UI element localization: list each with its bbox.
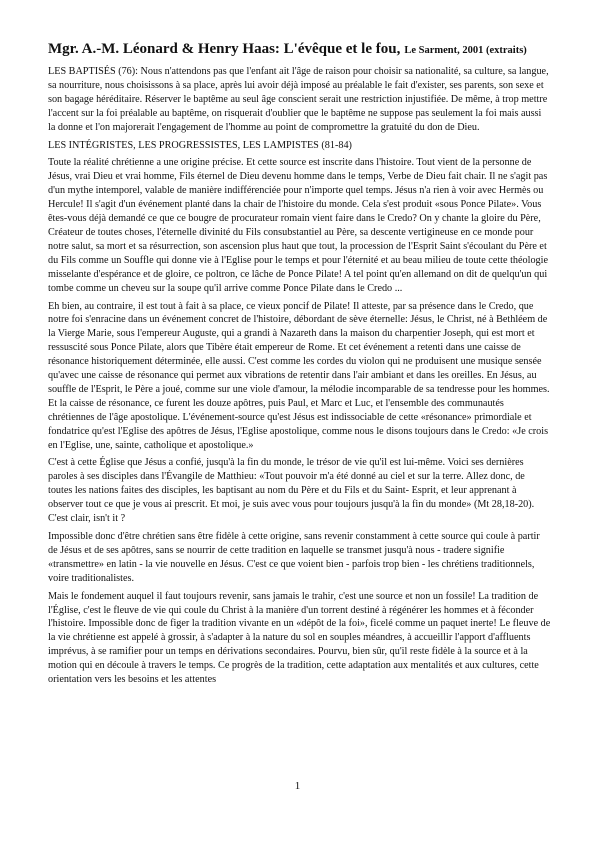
title-main: Mgr. A.-M. Léonard & Henry Haas: L'évêque et le fou, [48, 41, 401, 57]
page-number: 1 [294, 780, 301, 792]
paragraph: Impossible donc d'être chrétien sans être fidèle à cette origine, sans revenir constamment à cette source qui coule à partir de Jésus et de ses apôtres, sans se nourrir de cette tradition en laquelle se transmet jusqu'à nous - tradere signifie «transmettre» en latin - la vie nouvelle en Jésus. C'est ce que voient bien - parfois trop bien - les chrétiens traditionnels, voire traditionalistes. [48, 531, 540, 584]
section-heading: LES INTÉGRISTES, LES PROGRESSISTES, LES LAMPISTES (81-84) [48, 139, 352, 151]
paragraph: C'est à cette Église que Jésus a confié, jusqu'à la fin du monde, le trésor de vie qu'il est lui-même. Voici ses dernières paroles à ses disciples dans l'Évangile de Matthieu: «Tout pouvoir m'a été donné au ciel et sur la terre. Allez donc, de toutes les nations faites des disciples, les baptisant au nom du Père et du Fils et du Saint- Esprit, et leur apprenant à observer tout ce que je vous ai prescrit. Et moi, je suis avec vous pour toujours jusqu'à la fin du monde» (Mt 28,18-20). C'est clair, isn't it ? [48, 457, 535, 525]
title-subtitle: Le Sarment, 2001 (extraits) [404, 45, 527, 56]
section-baptises-paragraph: LES BAPTISÉS (76): Nous n'attendons pas que l'enfant ait l'âge de raison pour choisir sa nationalité, sa culture, sa langue, sa nourriture, nous choisissons à sa place, après lui avoir déjà imposé au préalable le fait d'exister, ses parents, son sexe et son bagage héréditaire. Réserver le baptême au seul âge conscient serait une restriction injustifiée. De même, à trop mettre l'accent sur la foi préalable au baptême, on risquerait d'oublier que le baptême ne suppose pas seulement la foi mais aussi la donne et l'on majorerait l'engagement de l'homme au point de compromettre la gratuité du don de Dieu. [48, 66, 549, 133]
paragraph: Eh bien, au contraire, il est tout à fait à sa place, ce vieux poncif de Pilate! Il atteste, par sa présence dans le Credo, que notre foi s'enracine dans un événement concret de l'histoire, débordant de sève éternelle: Jésus, le Christ, né à Bethléem de la Vierge Marie, sous l'empereur Auguste, qui a grandi à Nazareth dans la maison du charpentier Joseph, qui est mort et ressuscité sous Ponce Pilate, alors que Tibère était empereur de Rome. Et cet événement a retenti dans une caisse de résonance historiquement déterminée, elle aussi. C'est comme les cordes du violon qui ne produisent une musique sensée qu'avec une caisse de résonance qui permet aux vibrations de retentir dans l'air ambiant et dans les oreilles. En Jésus, au souffle de l'Esprit, le Père a joué, comme sur une viole d'amour, la mélodie incomparable de sa tendresse pour les hommes. Et la caisse de résonance, ce furent les douze apôtres, puis Paul, et Marc et Luc, et l'ensemble des communautés chrétiennes de l'âge apostolique. L'événement-source qu'est Jésus est indissociable de cette «résonance» primordiale et fondatrice qu'est l'Eglise des apôtres de Jésus, l'Eglise apostolique, comme nous le disons toujours dans le Credo: «Je crois en l'Eglise, une, sainte, catholique et apostolique.» [48, 300, 550, 451]
paragraph: Mais le fondement auquel il faut toujours revenir, sans jamais le trahir, c'est une source et non un fossile! La tradition de l'Église, c'est le fleuve de vie qui coule du Christ à la manière d'un torrent destiné à régénérer les hommes et à féconder l'histoire. Impossible donc de figer la tradition vivante en un «dépôt de la foi», ficelé comme un paquet inerte! Le fleuve de la vie chrétienne est appelé à grossir, à s'adapter à la nature du sol en souples méandres, à accueillir l'apport d'affluents imprévus, à se ramifier pour un temps en dérivations secondaires. Pourvu, bien sûr, qu'il reste fidèle à la source et à la motion qui en découle à travers le temps. Ce progrès de la tradition, cette adaptation aux mentalités et aux cultures, cette orientation vers les besoins et les attentes [48, 590, 551, 686]
document-page [48, 40, 551, 691]
paragraph: Toute la réalité chrétienne a une origine précise. Et cette source est inscrite dans l'histoire. Tout vient de la personne de Jésus, vrai Dieu et vrai homme, Fils éternel de Dieu devenu homme dans le temps, Verbe de Dieu fait chair. Il ne s'agit pas d'un mythe intemporel, valable de manière indifférenciée pour n'importe quel temps. Jésus n'a rien à voir avec Hermès ou Hercule! Il s'agit d'un événement planté dans la chair de l'histoire du monde. Cela s'est produit «sous Ponce Pilate». Vous êtes-vous déjà demandé ce que ce bougre de procurateur romain vient faire dans le Credo? On y chante la gloire du Père, Créateur de toutes choses, l'éternelle divinité du Fils consubstantiel au Père, sa descente vertigineuse en ce monde pour notre salut, sa mort et sa résurrection, son ascension plus haut que tout, la procession de l'Esprit Saint s'écoulant du Père et du Fils comme un Souffle qui donne vie à l'Eglise pour le temps et pour l'éternité et au beau milieu de toute cette théologie misselante d'espérance et de gloire, ce poltron, ce lâche de Ponce Pilate! A tel point qu'en allemand on dit de quelqu'un qui tombe comme un cheveu sur la soupe qu'il arrive comme Ponce Pilate dans le Credo ... [48, 157, 548, 294]
document-title [48, 40, 551, 59]
